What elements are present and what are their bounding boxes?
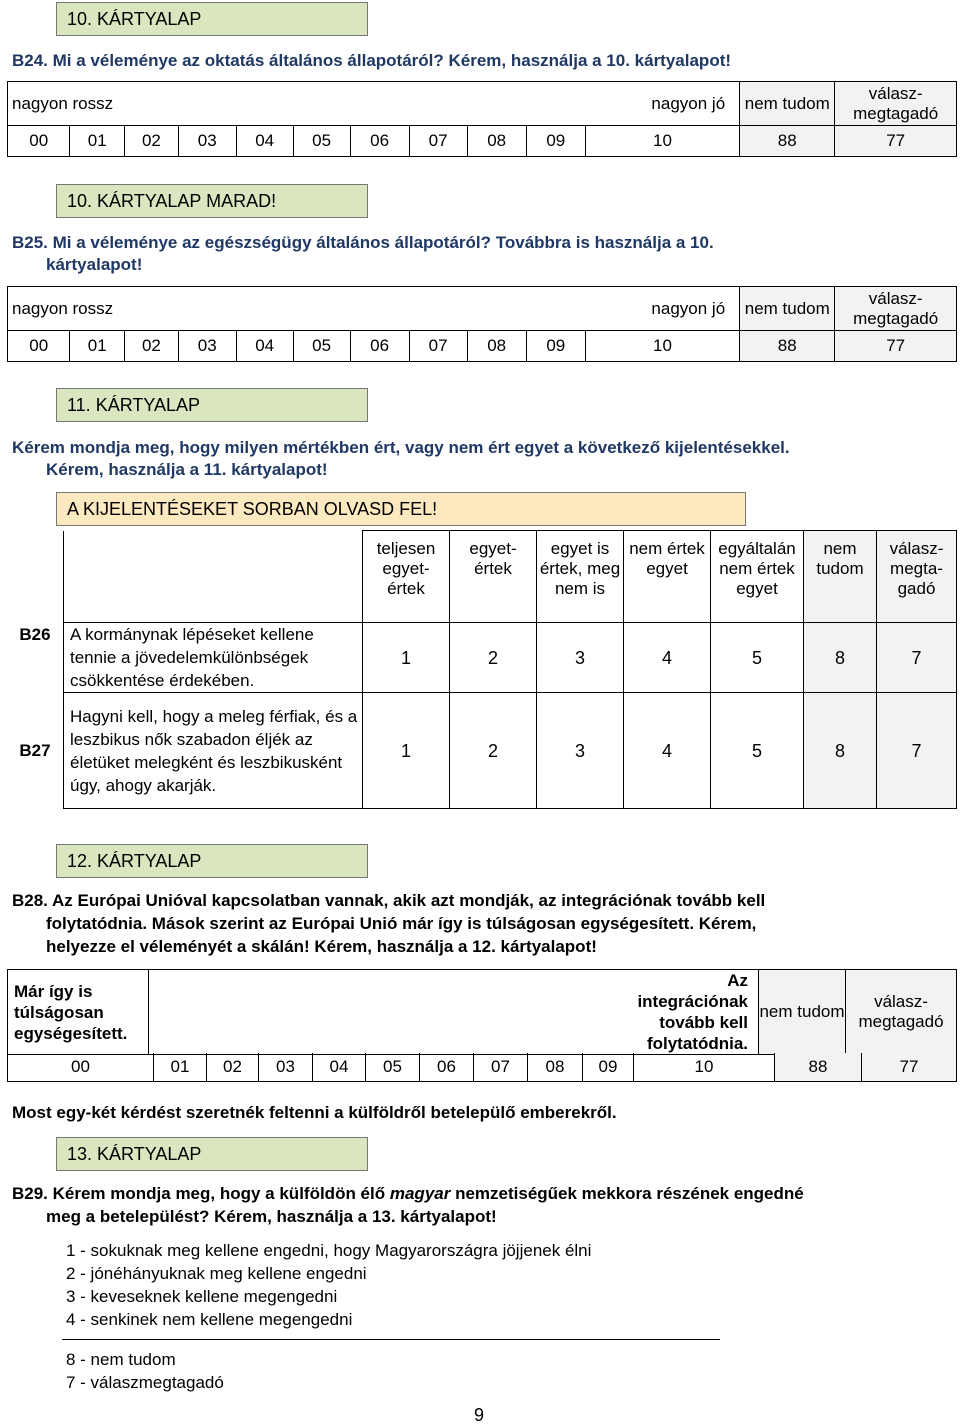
question-b25-line1: B25. Mi a véleménye az egészségügy általános állapotáról? Továbbra is használja a 10. xyxy=(12,233,714,252)
answer-code[interactable]: 1 xyxy=(363,623,450,693)
dk-header: nem tudom xyxy=(740,287,835,331)
agreement-table xyxy=(7,530,957,809)
answer-code[interactable]: 7 xyxy=(877,623,957,693)
code-cell[interactable]: 06 xyxy=(350,126,409,157)
answer-code[interactable]: 8 xyxy=(804,623,877,693)
eu-left-label: Már így is túlságosan egységesített. xyxy=(8,970,149,1055)
answer-code[interactable]: 2 xyxy=(450,693,537,809)
answer-code[interactable]: 4 xyxy=(624,623,711,693)
scale-left-label: nagyon rossz xyxy=(12,93,114,113)
card-10-label: 10. KÁRTYALAP xyxy=(56,2,368,36)
question-b28-line2: folytatódnia. Mások szerint az Európai Unió már így is túlságosan egységesített. Kérem, xyxy=(46,914,757,933)
refuse-header: válasz- megtagadó xyxy=(835,82,957,126)
row-code-b27: B27 xyxy=(7,693,64,809)
page-number: 9 xyxy=(474,1405,485,1425)
scale-table-b25 xyxy=(7,286,957,362)
code-cell[interactable]: 88 xyxy=(740,126,835,157)
code-cell[interactable]: 07 xyxy=(409,331,467,362)
option-3[interactable]: 3 - keveseknek kellene megengedni xyxy=(66,1287,338,1306)
code-cell[interactable]: 08 xyxy=(467,126,526,157)
header-disagree: nem értek egyet xyxy=(624,531,711,623)
intro-11-line2: Kérem, használja a 11. kártyalapot! xyxy=(46,460,328,479)
code-cell[interactable]: 08 xyxy=(467,331,526,362)
eu-right-label: Az integrációnak tovább kell folytatódnia. xyxy=(620,970,759,1055)
answer-code[interactable]: 3 xyxy=(537,693,624,809)
scale-codes-b28 xyxy=(7,1053,957,1082)
code-cell[interactable]: 09 xyxy=(526,126,585,157)
read-out-instruction: A KIJELENTÉSEKET SORBAN OLVASD FEL! xyxy=(56,492,746,526)
code-cell[interactable]: 01 xyxy=(70,331,125,362)
header-fully-agree: teljesen egyet- értek xyxy=(363,531,450,623)
code-cell[interactable]: 09 xyxy=(526,331,585,362)
code-cell[interactable]: 01 xyxy=(70,126,125,157)
answer-code[interactable]: 3 xyxy=(537,623,624,693)
scale-right-label: nagyon jó xyxy=(651,298,726,318)
code-cell[interactable]: 01 xyxy=(154,1053,207,1081)
code-cell[interactable]: 02 xyxy=(125,126,179,157)
option-1[interactable]: 1 - sokuknak meg kellene engedni, hogy Magyarországra jöjjenek élni xyxy=(66,1241,592,1260)
scale-table-b28 xyxy=(7,969,957,1055)
scale-right-label: nagyon jó xyxy=(651,93,726,113)
refuse-header: válasz- megtagadó xyxy=(846,970,957,1055)
code-cell[interactable]: 88 xyxy=(740,331,835,362)
table-row-b26 xyxy=(7,623,957,693)
option-dont-know[interactable]: 8 - nem tudom xyxy=(66,1350,176,1369)
code-cell[interactable]: 04 xyxy=(313,1053,366,1081)
code-cell[interactable]: 04 xyxy=(236,331,293,362)
code-cell[interactable]: 02 xyxy=(125,331,179,362)
scale-table-b24 xyxy=(7,81,957,157)
code-cell[interactable]: 77 xyxy=(835,126,957,157)
option-4[interactable]: 4 - senkinek nem kellene megengedni xyxy=(66,1310,353,1329)
option-2[interactable]: 2 - jónéhányuknak meg kellene engedni xyxy=(66,1264,367,1283)
card-11-label: 11. KÁRTYALAP xyxy=(56,388,368,422)
code-cell[interactable]: 77 xyxy=(862,1053,957,1081)
code-cell[interactable]: 02 xyxy=(207,1053,259,1081)
code-cell[interactable]: 09 xyxy=(583,1053,634,1081)
row-code-b26: B26 xyxy=(7,623,64,693)
code-cell[interactable]: 10 xyxy=(585,126,739,157)
code-cell[interactable]: 00 xyxy=(8,126,70,157)
answer-code[interactable]: 1 xyxy=(363,693,450,809)
code-cell[interactable]: 03 xyxy=(259,1053,313,1081)
question-b28-line1: B28. Az Európai Unióval kapcsolatban vannak, akik azt mondják, az integrációnak tovább kell xyxy=(12,891,766,910)
code-cell[interactable]: 00 xyxy=(8,331,70,362)
dk-header: nem tudom xyxy=(740,82,835,126)
card-13-label: 13. KÁRTYALAP xyxy=(56,1137,368,1171)
code-cell[interactable]: 05 xyxy=(293,126,350,157)
code-cell[interactable]: 04 xyxy=(236,126,293,157)
divider xyxy=(62,1339,720,1340)
code-cell[interactable]: 00 xyxy=(8,1053,154,1081)
scale-left-label: nagyon rossz xyxy=(12,298,114,318)
header-neutral: egyet is értek, meg nem is xyxy=(537,531,624,623)
card-10-remain-label: 10. KÁRTYALAP MARAD! xyxy=(56,184,368,218)
header-dont-know: nem tudom xyxy=(804,531,877,623)
answer-code[interactable]: 5 xyxy=(711,623,804,693)
statement-b26: A kormánynak lépéseket kellene tennie a jövedelemkülönbségek csökkentése érdekében. xyxy=(64,623,363,693)
code-cell[interactable]: 10 xyxy=(634,1053,775,1081)
intro-13: Most egy-két kérdést szeretnék feltenni a külföldről betelepülő emberekről. xyxy=(12,1103,617,1122)
question-b29-line1: B29. Kérem mondja meg, hogy a külföldön élő magyar nemzetiségűek mekkora részének engedné xyxy=(12,1184,804,1203)
statement-b27: Hagyni kell, hogy a meleg férfiak, és a leszbikus nők szabadon éljék az életüket melegként és leszbikusként úgy, ahogy akarják. xyxy=(64,693,363,809)
code-cell[interactable]: 03 xyxy=(178,126,236,157)
header-refuse: válasz- megta- gadó xyxy=(877,531,957,623)
code-cell[interactable]: 10 xyxy=(585,331,739,362)
code-cell[interactable]: 07 xyxy=(474,1053,528,1081)
code-cell[interactable]: 06 xyxy=(350,331,409,362)
question-b24: B24. Mi a véleménye az oktatás általános állapotáról? Kérem, használja a 10. kártyalapot! xyxy=(12,51,732,70)
table-row-b27 xyxy=(7,693,957,809)
code-cell[interactable]: 07 xyxy=(409,126,467,157)
answer-code[interactable]: 5 xyxy=(711,693,804,809)
question-b28-line3: helyezze el véleményét a skálán! Kérem, használja a 12. kártyalapot! xyxy=(46,937,597,956)
card-12-label: 12. KÁRTYALAP xyxy=(56,844,368,878)
question-b25-line2: kártyalapot! xyxy=(46,255,143,274)
answer-code[interactable]: 2 xyxy=(450,623,537,693)
header-agree: egyet- értek xyxy=(450,531,537,623)
answer-code[interactable]: 8 xyxy=(804,693,877,809)
header-fully-disagree: egyáltalán nem értek egyet xyxy=(711,531,804,623)
code-cell[interactable]: 08 xyxy=(528,1053,583,1081)
dk-header: nem tudom xyxy=(759,970,846,1055)
code-cell[interactable]: 05 xyxy=(366,1053,420,1081)
code-cell[interactable]: 05 xyxy=(293,331,350,362)
code-cell[interactable]: 03 xyxy=(178,331,236,362)
answer-code[interactable]: 4 xyxy=(624,693,711,809)
option-refuse[interactable]: 7 - válaszmegtagadó xyxy=(66,1373,224,1392)
code-cell[interactable]: 06 xyxy=(420,1053,474,1081)
emphasis-word: magyar xyxy=(389,1184,451,1203)
question-b29-line2: meg a betelepülést? Kérem, használja a 13. kártyalapot! xyxy=(46,1207,497,1226)
answer-code[interactable]: 7 xyxy=(877,693,957,809)
code-cell[interactable]: 77 xyxy=(835,331,957,362)
refuse-header: válasz- megtagadó xyxy=(835,287,957,331)
code-cell[interactable]: 88 xyxy=(775,1053,862,1081)
intro-11-line1: Kérem mondja meg, hogy milyen mértékben ért, vagy nem ért egyet a következő kijelentésekkel. xyxy=(12,438,790,457)
